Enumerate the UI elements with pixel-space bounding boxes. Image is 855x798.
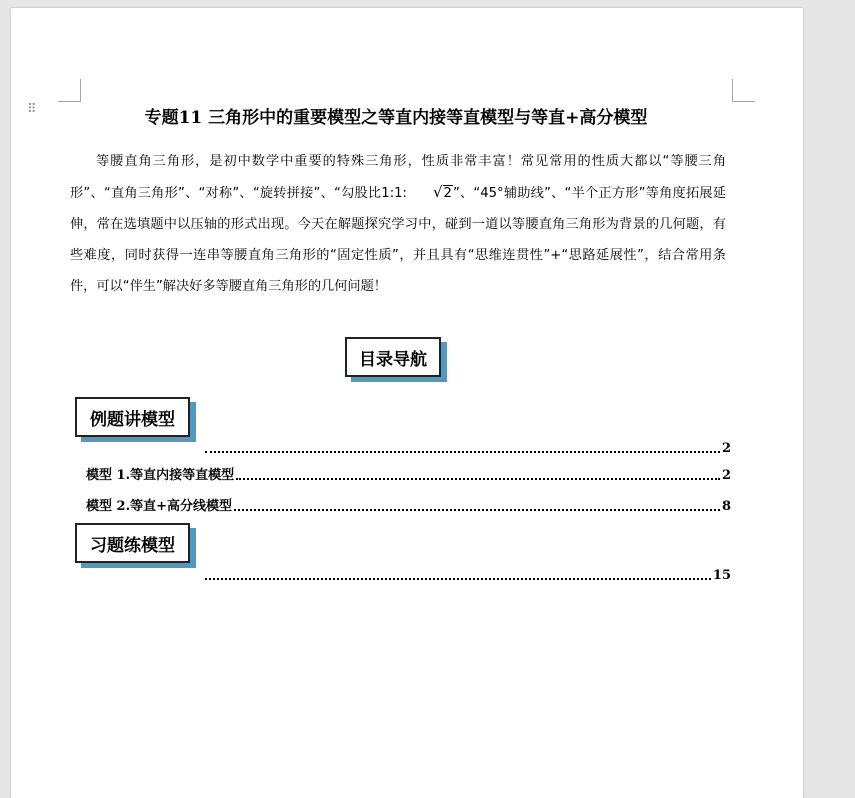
toc-section-examples[interactable]: 例题讲模型 — [75, 397, 190, 437]
toc-page-number: 2 — [721, 441, 731, 456]
sqrt-value: 2 — [443, 186, 452, 201]
toc-page-number: 8 — [721, 499, 731, 514]
toc-entry-examples[interactable] — [203, 441, 731, 456]
toc-leader-dots — [205, 450, 720, 453]
margin-corner-top-right — [732, 79, 755, 102]
toc-leader-dots — [234, 508, 720, 511]
intro-paragraph — [70, 146, 726, 302]
toc-entry-label: 模型 1.等直内接等直模型 — [86, 468, 235, 483]
intro-text-part2: ”、“45°辅助线”、“半个正方形”等角度拓展延伸，常在选填题中以压轴的形式出现。今天在解题探究学习中，碰到一道以等腰直角三角形为背景的几何题，有些难度，同时获得一连串等腰直角三角形的“固定性质”，并且具有“思维连贯性”+“思路延展性”，结合常用条件，可以“伴生”解决好多等腰直角三角形的几何问题！ — [70, 186, 726, 294]
toc-page-number: 2 — [721, 468, 731, 483]
toc-page-number: 15 — [712, 568, 731, 583]
margin-corner-top-left — [58, 79, 81, 102]
document-title: 专题11 三角形中的重要模型之等直内接等直模型与等直+高分模型 — [144, 108, 648, 128]
toc-entry-model-2[interactable] — [86, 495, 731, 514]
toc-leader-dots — [236, 477, 720, 480]
sqrt-symbol: √ — [432, 183, 443, 201]
toc-heading: 目录导航 — [345, 337, 441, 377]
toc-entry-label: 模型 2.等直+高分线模型 — [86, 499, 232, 514]
toc-entry-model-1[interactable] — [86, 464, 731, 483]
toc-leader-dots — [205, 577, 711, 580]
toc-section-exercises[interactable]: 习题练模型 — [75, 523, 190, 563]
drag-handle-icon[interactable]: ⠿ — [27, 102, 38, 117]
toc-entry-exercises[interactable] — [203, 568, 731, 583]
intro-text-part1: 等腰直角三角形，是初中数学中重要的特殊三角形，性质非常丰富！常见常用的性质大都以“等腰三角形”、“直角三角形”、“对称”、“旋转拼接”、“勾股比1:1: — [70, 154, 726, 201]
sqrt-expression — [407, 177, 453, 209]
